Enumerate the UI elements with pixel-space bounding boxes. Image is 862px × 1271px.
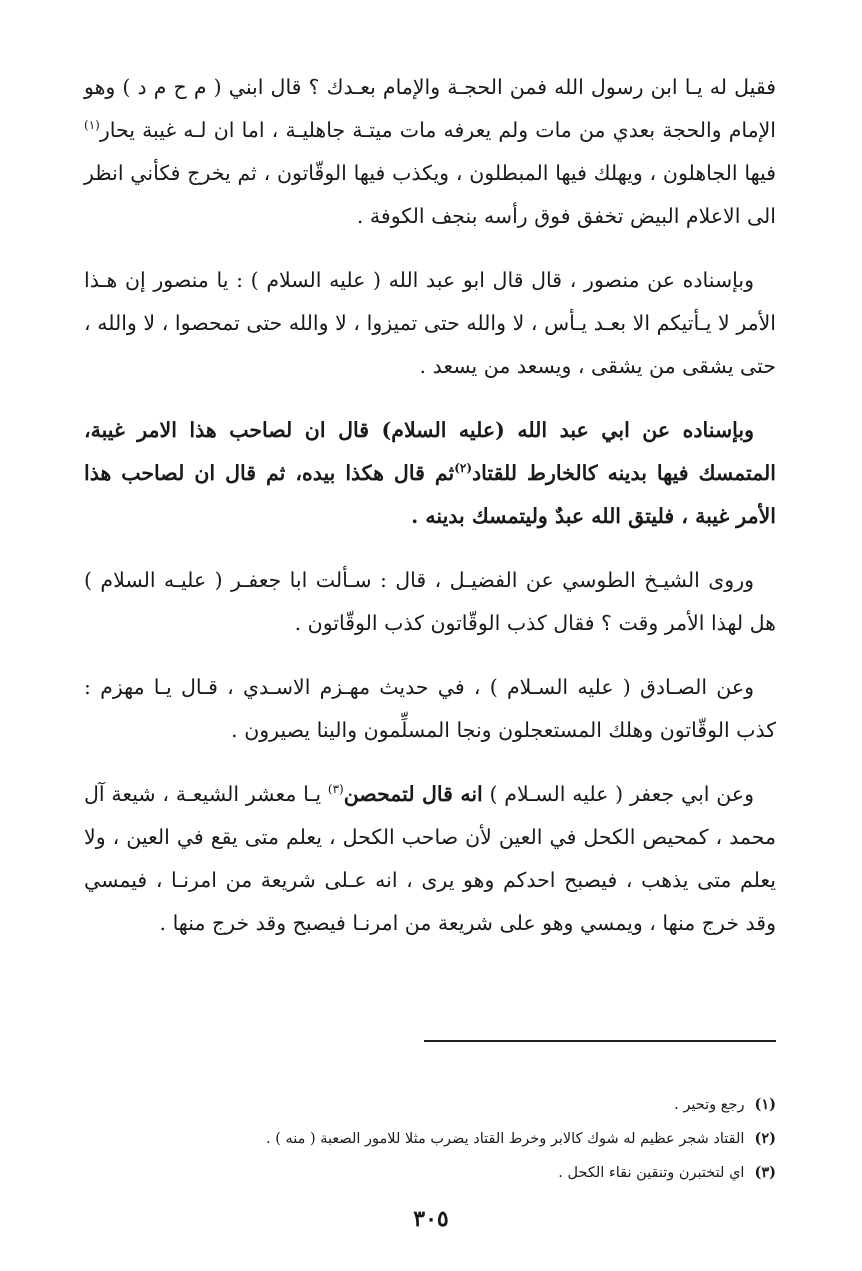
paragraph-3-text: وبإسناده عن ابي عبد الله (عليه السلام) قال ان لصاحب هذا الامر غيبة، المتمسك فيها بدينه كالخارط للقتاد: [84, 418, 776, 485]
paragraph-3-text-cont: ثم قال هكذا بيده، ثم قال ان لصاحب هذا الأمر غيبة ، فليتق الله عبدٌ وليتمسك بدينه .: [84, 461, 776, 528]
footnote-divider: [424, 1040, 776, 1042]
footnote-1: [84, 1088, 776, 1122]
paragraph-4: [84, 559, 776, 645]
footnote-2: [84, 1122, 776, 1156]
paragraph-3: [84, 409, 776, 538]
footnote-ref-2: (٢): [454, 461, 473, 476]
footnote-3-number: (٣): [754, 1164, 776, 1181]
paragraph-6-bold: انه قال لتمحصن: [343, 782, 483, 806]
paragraph-1-text: فقيل له يـا ابن رسول الله فمن الحجـة والإمام بعـدك ؟ قال ابني ( م ح م د ) وهو الإمام والحجة بعدي من مات ولم يعرفه مات ميتـة جاهليـة ، اما ان لـه غيبة يحار: [84, 75, 776, 142]
footnote-1-number: (١): [754, 1096, 776, 1113]
paragraph-1: [84, 66, 776, 238]
page-number: ٣٠٥: [413, 1206, 449, 1232]
paragraph-4-text: وروى الشيـخ الطوسي عن الفضيـل ، قال : سـألت ابا جعفـر ( عليـه السلام ) هل لهذا الأمر وقت ؟ فقال كذب الوقّاتون كذب الوقّاتون .: [84, 568, 776, 635]
paragraph-6-text-cont: يـا معشر الشيعـة ، شيعة آل محمد ، كمحيص الكحل في العين لأن صاحب الكحل ، يعلم متى يقع في العين ، ولا يعلم متى يذهب ، فيصبح احدكم وهو يرى ، انه عـلى شريعة من امرنـا ، فيمسي وقد خرج منها ، ويمسي وهو على شريعة من امرنـا فيصبح وقد خرج منها .: [84, 782, 776, 935]
paragraph-1-text-cont: فيها الجاهلون ، ويهلك فيها المبطلون ، ويكذب فيها الوقّاتون ، ثم يخرج فكأني انظر الى الاعلام البيض تخفق فوق رأسه بنجف الكوفة .: [84, 161, 776, 228]
footnote-ref-1: (١): [84, 118, 100, 133]
footnote-2-text: القتاد شجر عظيم له شوك كالابر وخرط القتاد يضرب مثلا للامور الصعبة ( منه ) .: [265, 1131, 745, 1147]
footnote-ref-3: (٣): [327, 782, 344, 797]
footnote-1-text: رجع وتحير .: [674, 1097, 745, 1113]
footnote-2-number: (٢): [754, 1130, 776, 1147]
paragraph-5: [84, 666, 776, 752]
paragraph-6-text: وعن ابي جعفر ( عليه السـلام ): [482, 782, 754, 806]
paragraph-2: [84, 259, 776, 388]
footnotes: [84, 1088, 776, 1190]
paragraph-2-text: وبإسناده عن منصور ، قال قال ابو عبد الله ( عليه السلام ) : يا منصور إن هـذا الأمر لا يـأتيكم الا بعـد يـأس ، لا والله حتى تميزوا ، لا والله حتى تمحصوا ، لا والله ، حتى يشقى من يشقى ، ويسعد من يسعد .: [84, 268, 776, 378]
main-text: [84, 66, 776, 966]
paragraph-5-text: وعن الصـادق ( عليه السـلام ) ، في حديث مهـزم الاسـدي ، قـال يـا مهزم : كذب الوقّاتون وهلك المستعجلون ونجا المسلِّمون والينا يصيرون .: [84, 675, 776, 742]
footnote-3: [84, 1156, 776, 1190]
paragraph-6: [84, 773, 776, 945]
footnote-3-text: اي لتختبرن وتنقين نقاء الكحل .: [558, 1165, 745, 1181]
